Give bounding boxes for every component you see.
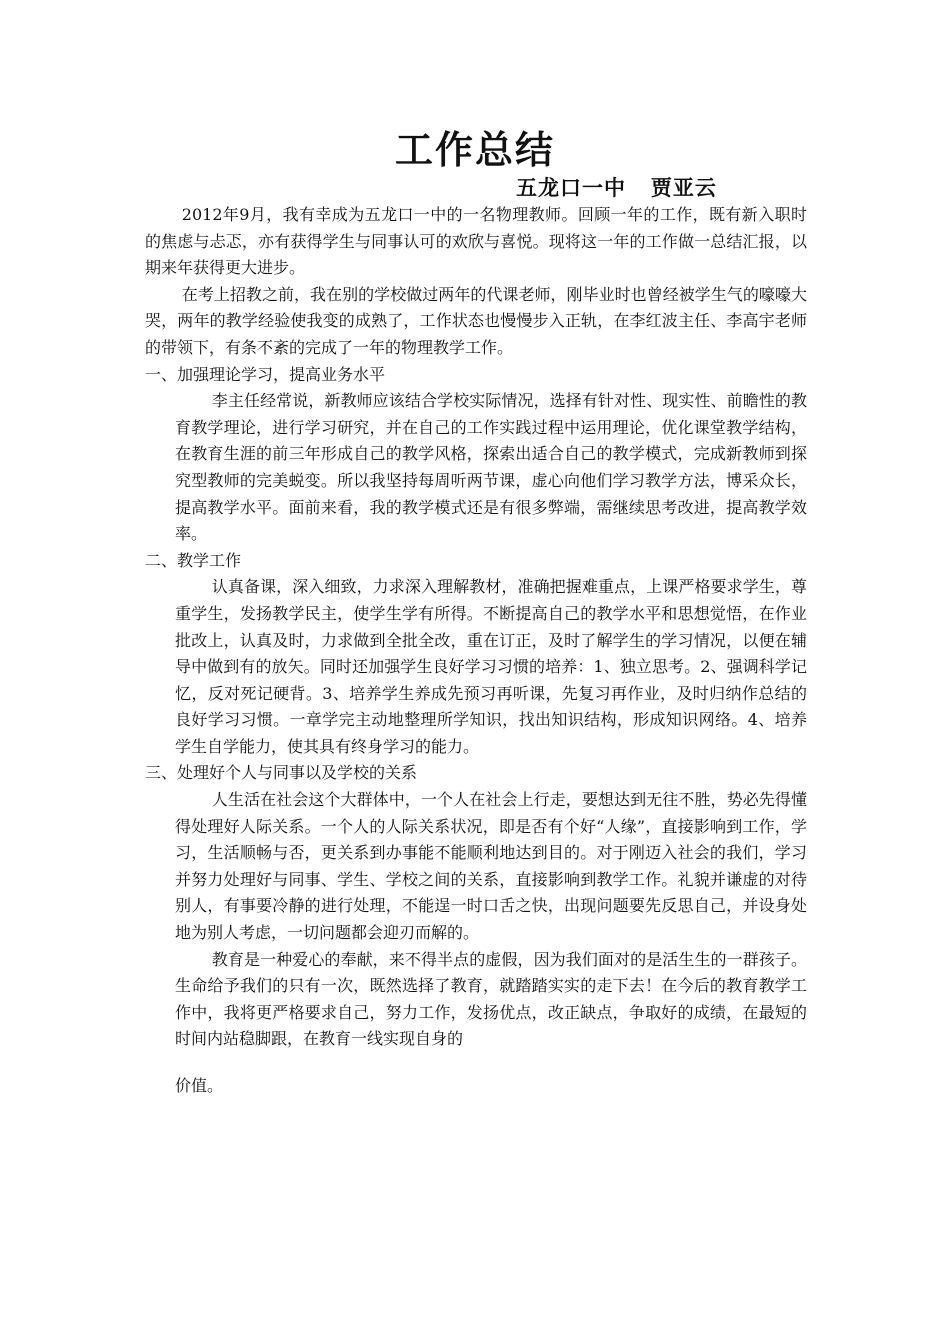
closing-paragraph-end: 价值。 (175, 1076, 224, 1095)
section-body-1: 李主任经常说，新教师应该结合学校实际情况，选择有针对性、现实性、前瞻性的教育教学理论，进行学习研究，并在自己的工作实践过程中运用理论，优化课堂教学结构，在教育生涯的前三年形成自己的教学风格，探索出适合自己的教学模式，完成新教师到探究型教师的完美蜕变。所以我坚持每周听两节课，虚心向他们学习教学方法，博采众长，提高教学水平。面前来看，我的教学模式还是有很多弊端，需继续思考改进，提高教学效率。 (175, 391, 807, 544)
closing-paragraph: 教育是一种爱心的奉献，来不得半点的虚假，因为我们面对的是活生生的一群孩子。生命给予我们的只有一次，既然选择了教育，就踏踏实实的走下去！在今后的教育教学工作中，我将更严格要求自己，努力工作，发扬优点，改正缺点，争取好的成绩，在最短的时间内站稳脚跟，在教育一线实现自身的 (175, 949, 807, 1049)
section-heading-2: 二、教学工作 (145, 550, 242, 570)
intro-paragraph-1: 2012年9月，我有幸成为五龙口一中的一名物理教师。回顾一年的工作，既有新入职时的焦虑与忐忑，亦有获得学生与同事认可的欢欣与喜悦。现将这一年的工作做一总结汇报，以期来年获得更大进步。 (145, 205, 807, 278)
author-line: 五龙口一中 贾亚云 (516, 175, 717, 200)
document-body (145, 202, 807, 1100)
section-body-2: 认真备课，深入细致，力求深入理解教材，准确把握难重点，上课严格要求学生，尊重学生，发扬教学民主，使学生学有所得。不断提高自己的教学水平和思想觉悟，在作业批改上，认真及时，力求做到全批全改，重在订正，及时了解学生的学习情况，以便在辅导中做到有的放矢。同时还加强学生良好学习习惯的培养：1、独立思考。2、强调科学记忆，反对死记硬背。3、培养学生养成先预习再听课，先复习再作业，及时归纳作总结的良好学习习惯。一章学完主动地整理所学知识，找出知识结构，形成知识网络。4、培养学生自学能力，使其具有终身学习的能力。 (175, 577, 807, 756)
document-title: 工作总结 (394, 127, 555, 172)
intro-paragraph-2: 在考上招教之前，我在别的学校做过两年的代课老师，刚毕业时也曾经被学生气的嚎嚎大哭，两年的教学经验使我变的成熟了，工作状态也慢慢步入正轨，在李红波主任、李高宇老师的带领下，有条不紊的完成了一年的物理教学工作。 (145, 284, 807, 357)
section-heading-3: 三、处理好个人与同事以及学校的关系 (145, 763, 418, 783)
section-heading-1: 一、加强理论学习，提高业务水平 (145, 364, 386, 384)
section-body-3: 人生活在社会这个大群体中，一个人在社会上行走，要想达到无往不胜，势必先得懂得处理好人际关系。一个人的人际关系状况，即是否有个好“人缘”，直接影响到工作，学习，生活顺畅与否，更关系到办事能不能顺利地达到目的。对于刚迈入社会的我们，学习并努力处理好与同事、学生、学校之间的关系，直接影响到教学工作。礼貌并谦虚的对待别人，有事要冷静的进行处理，不能逞一时口舌之快，出现问题要先反思自己，并设身处地为别人考虑，一切问题都会迎刃而解的。 (175, 790, 807, 943)
